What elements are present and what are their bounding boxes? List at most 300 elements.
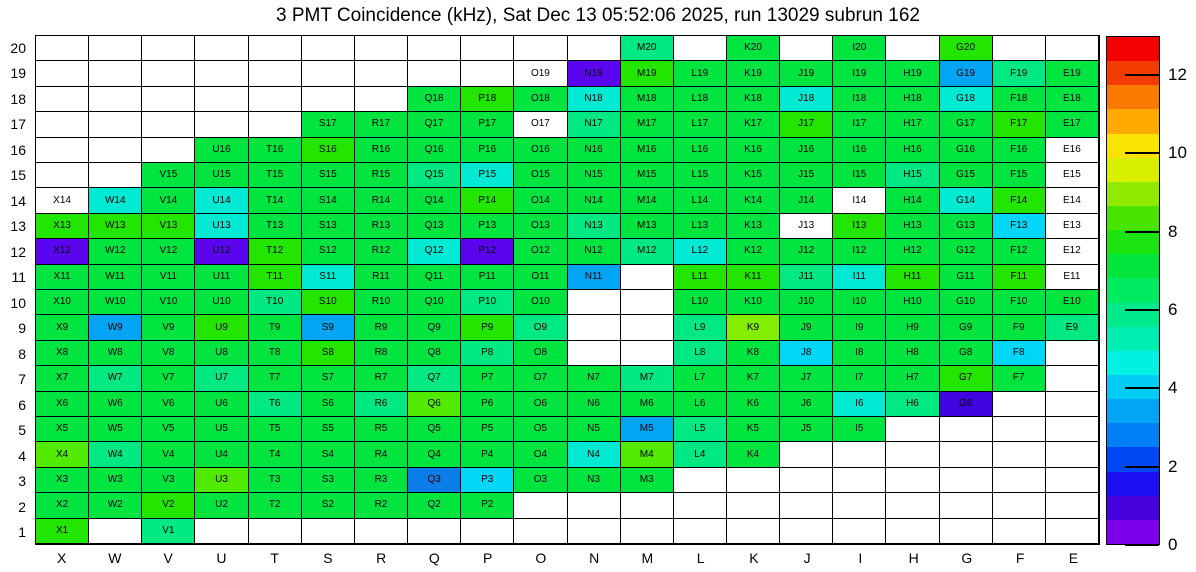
cell-label: E16	[1063, 143, 1081, 155]
cell-f13	[993, 214, 1046, 239]
cell-o1	[514, 519, 567, 544]
cell-label: W6	[107, 397, 123, 409]
cell-u2	[195, 493, 248, 518]
cell-label: X2	[55, 499, 69, 511]
cell-k14	[727, 188, 780, 213]
cell-label: G20	[956, 42, 976, 54]
cell-label: L6	[694, 397, 706, 409]
cell-q16	[408, 138, 461, 163]
cell-label: E15	[1063, 169, 1081, 181]
cell-label: J19	[798, 67, 815, 79]
cell-label: W14	[104, 194, 126, 206]
cell-x2	[36, 493, 89, 518]
cell-t12	[249, 239, 302, 264]
cell-q20	[408, 36, 461, 61]
cell-label: P16	[478, 143, 497, 155]
cell-h8	[886, 341, 939, 366]
cell-label: W10	[104, 296, 126, 308]
x-axis-label: P	[482, 550, 493, 566]
cell-label: O5	[533, 423, 548, 435]
cell-m6	[621, 392, 674, 417]
cell-label: E17	[1063, 118, 1081, 130]
cell-label: M13	[636, 219, 657, 231]
cell-label: S7	[321, 372, 334, 384]
cell-label: F13	[1010, 219, 1028, 231]
colorbar-tick-label: 2	[1168, 456, 1178, 476]
cell-label: U11	[212, 270, 231, 282]
y-axis-label: 5	[18, 422, 26, 439]
cell-s1	[302, 519, 355, 544]
cell-w4	[89, 442, 142, 467]
cell-label: S6	[321, 397, 334, 409]
cell-label: E12	[1063, 245, 1081, 257]
cell-label: L9	[694, 321, 706, 333]
cell-l15	[674, 163, 727, 188]
cell-g17	[940, 112, 993, 137]
cell-label: Q10	[424, 296, 444, 308]
cell-label: T9	[268, 321, 281, 333]
cell-p8	[461, 341, 514, 366]
cell-label: K17	[744, 118, 762, 130]
cell-label: L17	[691, 118, 709, 130]
cell-s20	[302, 36, 355, 61]
cell-h11	[886, 265, 939, 290]
cell-label: J6	[800, 397, 812, 409]
cell-label: X6	[55, 397, 69, 409]
cell-label: V9	[162, 321, 175, 333]
cell-n13	[568, 214, 621, 239]
cell-g10	[940, 290, 993, 315]
cell-k6	[727, 392, 780, 417]
cell-q15	[408, 163, 461, 188]
cell-label: O9	[533, 321, 548, 333]
cell-label: I11	[852, 270, 866, 282]
chart-title: 3 PMT Coincidence (kHz), Sat Dec 13 05:52:06 2025, run 13029 subrun 162	[276, 5, 920, 26]
cell-f2	[993, 493, 1046, 518]
cell-label: X7	[55, 372, 69, 384]
cell-m17	[621, 112, 674, 137]
cell-label: W2	[107, 499, 123, 511]
cell-t13	[249, 214, 302, 239]
cell-j17	[780, 112, 833, 137]
cell-s8	[302, 341, 355, 366]
cell-label: M15	[636, 169, 657, 181]
cell-j3	[780, 468, 833, 493]
cell-g20	[940, 36, 993, 61]
cell-label: M6	[639, 397, 654, 409]
cell-l5	[674, 417, 727, 442]
cell-label: F8	[1012, 346, 1025, 358]
cell-label: G17	[956, 118, 976, 130]
cell-v13	[142, 214, 195, 239]
cell-label: L5	[694, 423, 706, 435]
cell-t20	[249, 36, 302, 61]
cell-r12	[355, 239, 408, 264]
cell-r15	[355, 163, 408, 188]
x-axis-label: F	[1015, 550, 1025, 566]
cell-q1	[408, 519, 461, 544]
cell-m13	[621, 214, 674, 239]
cell-p15	[461, 163, 514, 188]
cell-q7	[408, 366, 461, 391]
cell-x17	[36, 112, 89, 137]
cell-o15	[514, 163, 567, 188]
cell-o9	[514, 315, 567, 340]
cell-r18	[355, 87, 408, 112]
y-axis-label: 18	[10, 90, 26, 107]
cell-label: P5	[481, 423, 494, 435]
cell-label: F14	[1010, 194, 1028, 206]
cell-label: K7	[746, 372, 760, 384]
cell-label: J18	[798, 92, 815, 104]
cell-label: K5	[746, 423, 760, 435]
cell-m7	[621, 366, 674, 391]
cell-label: N17	[584, 118, 603, 130]
cell-l1	[674, 519, 727, 544]
y-axis	[0, 35, 28, 545]
cell-label: Q2	[427, 499, 441, 511]
cell-o6	[514, 392, 567, 417]
cell-w1	[89, 519, 142, 544]
cell-n14	[568, 188, 621, 213]
cell-x18	[36, 87, 89, 112]
cell-s16	[302, 138, 355, 163]
cell-i16	[833, 138, 886, 163]
cell-r16	[355, 138, 408, 163]
cell-label: X1	[55, 524, 69, 536]
cell-label: O6	[533, 397, 548, 409]
cell-k7	[727, 366, 780, 391]
cell-x14	[36, 188, 89, 213]
cell-k10	[727, 290, 780, 315]
cell-label: P18	[478, 92, 497, 104]
cell-t19	[249, 61, 302, 86]
cell-n15	[568, 163, 621, 188]
cell-n2	[568, 493, 621, 518]
cell-t11	[249, 265, 302, 290]
cell-label: Q18	[424, 92, 444, 104]
colorbar-band	[1107, 158, 1159, 182]
cell-u11	[195, 265, 248, 290]
cell-x11	[36, 265, 89, 290]
cell-label: V6	[162, 397, 175, 409]
cell-f4	[993, 442, 1046, 467]
cell-n6	[568, 392, 621, 417]
cell-label: E10	[1063, 296, 1081, 308]
cell-l6	[674, 392, 727, 417]
cell-label: U13	[212, 219, 231, 231]
cell-label: T11	[266, 270, 283, 282]
cell-label: X3	[55, 473, 69, 485]
cell-g18	[940, 87, 993, 112]
cell-label: I19	[852, 67, 867, 79]
cell-label: H8	[906, 346, 919, 358]
cell-label: R2	[374, 499, 388, 511]
cell-label: S8	[321, 346, 334, 358]
cell-label: O14	[530, 194, 550, 206]
cell-o14	[514, 188, 567, 213]
cell-label: O4	[533, 448, 548, 460]
cell-j7	[780, 366, 833, 391]
cell-label: U10	[212, 296, 231, 308]
cell-q10	[408, 290, 461, 315]
cell-i8	[833, 341, 886, 366]
cell-label: G12	[956, 245, 976, 257]
cell-q3	[408, 468, 461, 493]
cell-label: L12	[691, 245, 709, 257]
cell-label: J9	[800, 321, 812, 333]
cell-label: R4	[374, 448, 388, 460]
cell-o13	[514, 214, 567, 239]
cell-h4	[886, 442, 939, 467]
cell-label: K14	[744, 194, 762, 206]
cell-label: O13	[530, 219, 550, 231]
y-axis-label: 15	[10, 167, 26, 184]
cell-label: O7	[533, 372, 548, 384]
cell-o10	[514, 290, 567, 315]
cell-w10	[89, 290, 142, 315]
cell-g12	[940, 239, 993, 264]
cell-label: H15	[903, 169, 922, 181]
cell-label: R16	[371, 143, 391, 155]
cell-label: F17	[1010, 118, 1028, 130]
cell-v10	[142, 290, 195, 315]
cell-k20	[727, 36, 780, 61]
cell-k13	[727, 214, 780, 239]
cell-i17	[833, 112, 886, 137]
cell-label: X13	[53, 219, 71, 231]
cell-i13	[833, 214, 886, 239]
cell-x15	[36, 163, 89, 188]
cell-m3	[621, 468, 674, 493]
cell-p5	[461, 417, 514, 442]
y-axis-label: 19	[10, 65, 26, 82]
cell-m8	[621, 341, 674, 366]
cell-o18	[514, 87, 567, 112]
cell-label: G19	[956, 67, 976, 79]
colorbar-tick-label: 4	[1168, 378, 1178, 398]
cell-label: K20	[744, 42, 762, 54]
colorbar-band	[1107, 230, 1159, 254]
cell-label: L16	[691, 143, 709, 155]
cell-x20	[36, 36, 89, 61]
cell-e7	[1046, 366, 1099, 391]
cell-u12	[195, 239, 248, 264]
cell-label: V1	[162, 524, 175, 536]
colorbar-band	[1107, 278, 1159, 302]
cell-label: E9	[1065, 321, 1079, 333]
cell-j19	[780, 61, 833, 86]
cell-label: K19	[744, 67, 762, 79]
cell-h1	[886, 519, 939, 544]
cell-f8	[993, 341, 1046, 366]
cell-e5	[1046, 417, 1099, 442]
cell-t6	[249, 392, 302, 417]
cell-m4	[621, 442, 674, 467]
cell-label: S15	[318, 169, 337, 181]
cell-label: P3	[481, 473, 494, 485]
cell-label: X4	[55, 448, 69, 460]
cell-label: W5	[107, 423, 123, 435]
colorbar-band	[1107, 327, 1159, 351]
colorbar-tick-label: 6	[1168, 300, 1178, 320]
cell-n1	[568, 519, 621, 544]
cell-m15	[621, 163, 674, 188]
cell-label: I8	[855, 346, 864, 358]
cell-label: I17	[852, 118, 867, 130]
cell-label: T6	[268, 397, 281, 409]
cell-r2	[355, 493, 408, 518]
cell-f10	[993, 290, 1046, 315]
cell-k12	[727, 239, 780, 264]
cell-g3	[940, 468, 993, 493]
cell-v12	[142, 239, 195, 264]
cell-s19	[302, 61, 355, 86]
cell-u18	[195, 87, 248, 112]
cell-v1	[142, 519, 195, 544]
cell-l10	[674, 290, 727, 315]
cell-e16	[1046, 138, 1099, 163]
cell-s3	[302, 468, 355, 493]
cell-w18	[89, 87, 142, 112]
cell-label: T16	[266, 143, 284, 155]
cell-label: W13	[104, 219, 126, 231]
cell-g2	[940, 493, 993, 518]
cell-o8	[514, 341, 567, 366]
cell-label: T3	[268, 473, 281, 485]
cell-t2	[249, 493, 302, 518]
cell-r8	[355, 341, 408, 366]
cell-label: M18	[636, 92, 657, 104]
cell-label: S5	[321, 423, 334, 435]
cell-i4	[833, 442, 886, 467]
x-axis-label: E	[1068, 550, 1079, 566]
cell-o12	[514, 239, 567, 264]
cell-i3	[833, 468, 886, 493]
cell-w15	[89, 163, 142, 188]
cell-label: L13	[691, 219, 709, 231]
cell-q12	[408, 239, 461, 264]
cell-i9	[833, 315, 886, 340]
cell-label: X10	[53, 296, 71, 308]
cell-u3	[195, 468, 248, 493]
cell-u16	[195, 138, 248, 163]
cell-label: V15	[159, 169, 178, 181]
x-axis-label: W	[108, 550, 122, 566]
cell-label: L4	[694, 448, 706, 460]
cell-v4	[142, 442, 195, 467]
cell-j2	[780, 493, 833, 518]
cell-u7	[195, 366, 248, 391]
cell-label: N3	[587, 473, 600, 485]
cell-l2	[674, 493, 727, 518]
cell-s13	[302, 214, 355, 239]
cell-e6	[1046, 392, 1099, 417]
cell-j4	[780, 442, 833, 467]
cell-label: F9	[1012, 321, 1025, 333]
x-axis-label: H	[908, 550, 919, 566]
cell-label: J16	[798, 143, 815, 155]
cell-p18	[461, 87, 514, 112]
cell-j11	[780, 265, 833, 290]
colorbar	[1106, 36, 1160, 545]
cell-w3	[89, 468, 142, 493]
cell-j6	[780, 392, 833, 417]
cell-i14	[833, 188, 886, 213]
cell-label: W9	[107, 321, 123, 333]
cell-label: R10	[371, 296, 391, 308]
cell-q8	[408, 341, 461, 366]
cell-label: K4	[746, 448, 760, 460]
cell-label: N18	[584, 92, 603, 104]
cell-label: P9	[481, 321, 494, 333]
cell-label: E13	[1063, 219, 1081, 231]
cell-q5	[408, 417, 461, 442]
cell-label: P12	[478, 245, 497, 257]
cell-label: F12	[1010, 245, 1028, 257]
cell-label: G8	[958, 346, 973, 358]
x-axis-label: M	[641, 550, 654, 566]
cell-label: R13	[371, 219, 391, 231]
cell-p6	[461, 392, 514, 417]
cell-e2	[1046, 493, 1099, 518]
y-axis-label: 10	[10, 294, 26, 311]
cell-f18	[993, 87, 1046, 112]
cell-label: K8	[746, 346, 760, 358]
cell-label: N19	[584, 67, 603, 79]
cell-w12	[89, 239, 142, 264]
cell-u1	[195, 519, 248, 544]
cell-f3	[993, 468, 1046, 493]
cell-x19	[36, 61, 89, 86]
y-axis-label: 4	[18, 447, 26, 464]
cell-t14	[249, 188, 302, 213]
cell-e8	[1046, 341, 1099, 366]
cell-label: P17	[478, 118, 497, 130]
cell-k9	[727, 315, 780, 340]
x-axis-label: V	[163, 550, 173, 566]
cell-s18	[302, 87, 355, 112]
cell-label: N6	[587, 397, 600, 409]
cell-p4	[461, 442, 514, 467]
cell-label: Q7	[427, 372, 441, 384]
cell-label: O8	[533, 346, 548, 358]
colorbar-band	[1107, 351, 1159, 375]
cell-label: U7	[215, 372, 228, 384]
cell-label: V5	[162, 423, 175, 435]
cell-l8	[674, 341, 727, 366]
cell-label: U2	[215, 499, 228, 511]
cell-e18	[1046, 87, 1099, 112]
cell-label: V14	[159, 194, 178, 206]
cell-g4	[940, 442, 993, 467]
cell-label: M5	[639, 423, 654, 435]
cell-v7	[142, 366, 195, 391]
cell-h16	[886, 138, 939, 163]
y-axis-label: 1	[18, 524, 26, 541]
cell-j18	[780, 87, 833, 112]
cell-u19	[195, 61, 248, 86]
cell-label: G7	[958, 372, 973, 384]
cell-s4	[302, 442, 355, 467]
cell-label: J8	[800, 346, 812, 358]
cell-i11	[833, 265, 886, 290]
cell-v20	[142, 36, 195, 61]
colorbar-band	[1107, 85, 1159, 109]
cell-w6	[89, 392, 142, 417]
cell-label: I12	[852, 245, 867, 257]
cell-o7	[514, 366, 567, 391]
